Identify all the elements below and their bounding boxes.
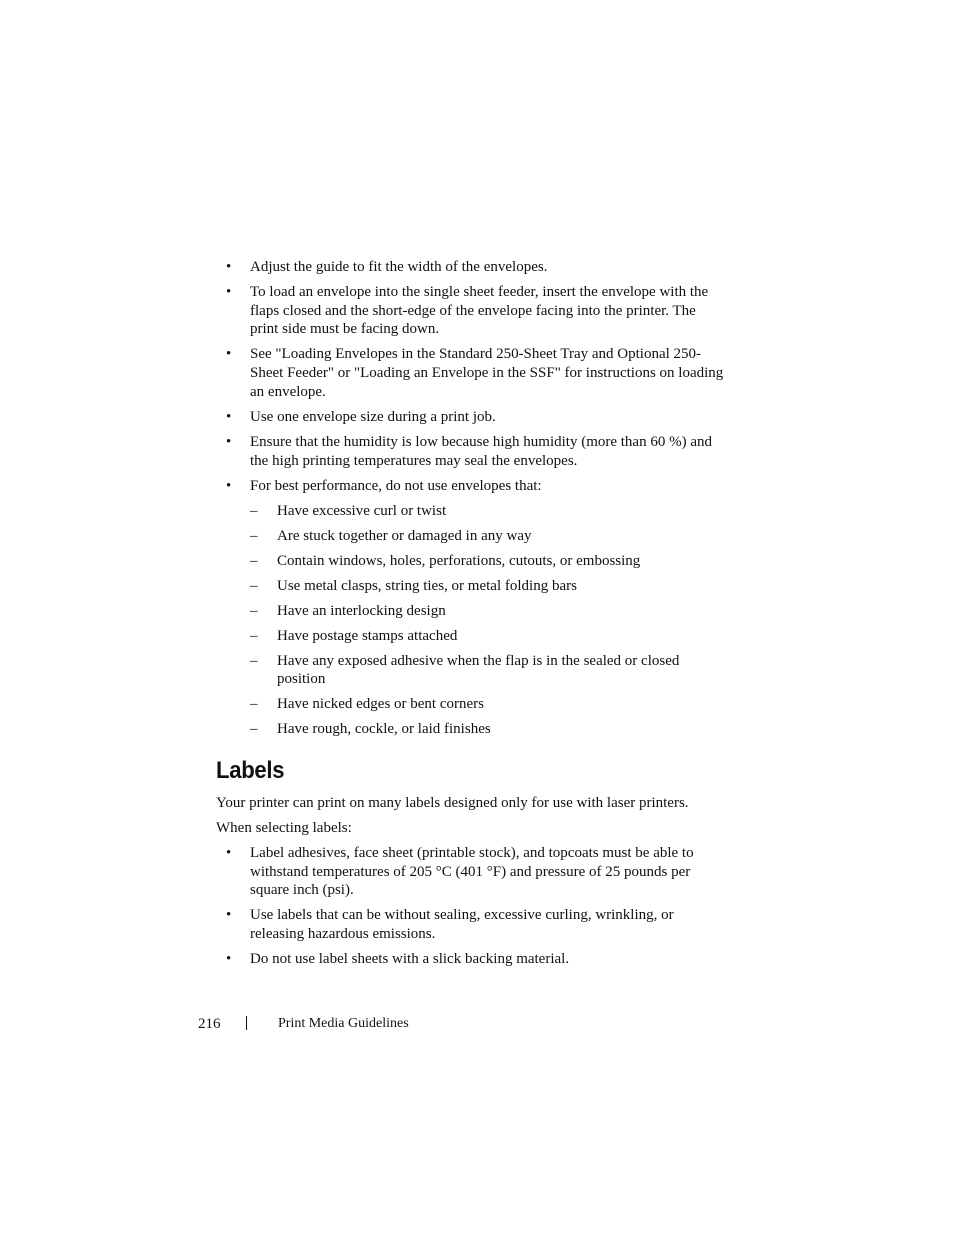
- list-item: • Use one envelope size during a print job.: [226, 408, 496, 425]
- labels-intro: Your printer can print on many labels designed only for use with laser printers.: [216, 794, 689, 811]
- list-item: • See "Loading Envelopes in the Standard 250-Sheet Tray and Optional 250-Sheet Feeder" or "Loading an Envelope in the SSF" for instructions on loading an envelope.: [226, 346, 724, 400]
- list-item: • Ensure that the humidity is low because high humidity (more than 60 %) and the high printing temperatures may seal the envelopes.: [226, 433, 712, 469]
- envelopes-to-avoid-list: [250, 502, 726, 739]
- list-item: – Have an interlocking design: [250, 602, 446, 619]
- envelope-guidelines-list: [216, 258, 726, 739]
- list-item: • Do not use label sheets with a slick backing material.: [226, 951, 570, 968]
- list-item: – Have nicked edges or bent corners: [250, 696, 484, 713]
- dash-marker: –: [250, 602, 258, 619]
- footer-separator: [246, 1016, 247, 1030]
- dash-marker: –: [250, 577, 258, 594]
- list-item: – Contain windows, holes, perforations, cutouts, or embossing: [250, 552, 641, 569]
- list-item: – Have excessive curl or twist: [250, 502, 447, 519]
- list-item: – Are stuck together or damaged in any way: [250, 527, 532, 544]
- page-content: [216, 258, 726, 975]
- bullet-marker: •: [226, 844, 232, 861]
- dash-marker: –: [250, 627, 258, 644]
- list-item: • To load an envelope into the single sheet feeder, insert the envelope with the flaps closed and the short-edge of the envelope facing into the printer. The print side must be facing down.: [226, 284, 709, 338]
- dash-marker: –: [250, 527, 258, 544]
- bullet-marker: •: [226, 408, 232, 425]
- page-number: 216: [198, 1016, 221, 1032]
- section-heading-labels: Labels: [216, 756, 285, 784]
- list-item: • Use labels that can be without sealing, excessive curling, wrinkling, or releasing hazardous emissions.: [226, 907, 674, 943]
- dash-marker: –: [250, 502, 258, 519]
- list-item: • Adjust the guide to fit the width of the envelopes.: [226, 259, 548, 275]
- list-item: • Label adhesives, face sheet (printable stock), and topcoats must be able to withstand temperatures of 205 °C (401 °F) and pressure of 25 pounds per square inch (psi).: [226, 844, 694, 899]
- labels-lead: When selecting labels:: [216, 819, 352, 836]
- bullet-marker: •: [226, 907, 232, 924]
- dash-marker: –: [250, 721, 258, 738]
- bullet-marker: •: [226, 259, 232, 275]
- list-item: – Have rough, cockle, or laid finishes: [250, 721, 491, 738]
- list-item: – Have any exposed adhesive when the flap is in the sealed or closed position: [250, 652, 680, 688]
- list-item: – Use metal clasps, string ties, or metal folding bars: [250, 577, 577, 594]
- bullet-marker: •: [226, 433, 232, 450]
- dash-marker: –: [250, 696, 258, 713]
- bullet-marker: •: [226, 346, 232, 363]
- label-guidelines-list: [216, 844, 726, 969]
- bullet-marker: •: [226, 284, 232, 300]
- list-item: – Have postage stamps attached: [250, 627, 458, 644]
- dash-marker: –: [250, 652, 258, 669]
- bullet-marker: •: [226, 477, 232, 494]
- dash-marker: –: [250, 552, 258, 569]
- list-item: • For best performance, do not use envelopes that: – Have excessive curl or twist – Are stuck together or damaged in any way – Contain windows, holes, perforations, cutouts, or embossing – Use metal clasps, string ties, or metal folding bars – Have an interlocking design – Have postage stamps attached – Have any exposed adhesive when the flap is in the sealed or closed position – Have nicked edges or bent corners – Have rough, cockle, or laid finishes: [216, 477, 726, 739]
- footer-section-title: Print Media Guidelines: [278, 1016, 409, 1031]
- bullet-marker: •: [226, 951, 232, 968]
